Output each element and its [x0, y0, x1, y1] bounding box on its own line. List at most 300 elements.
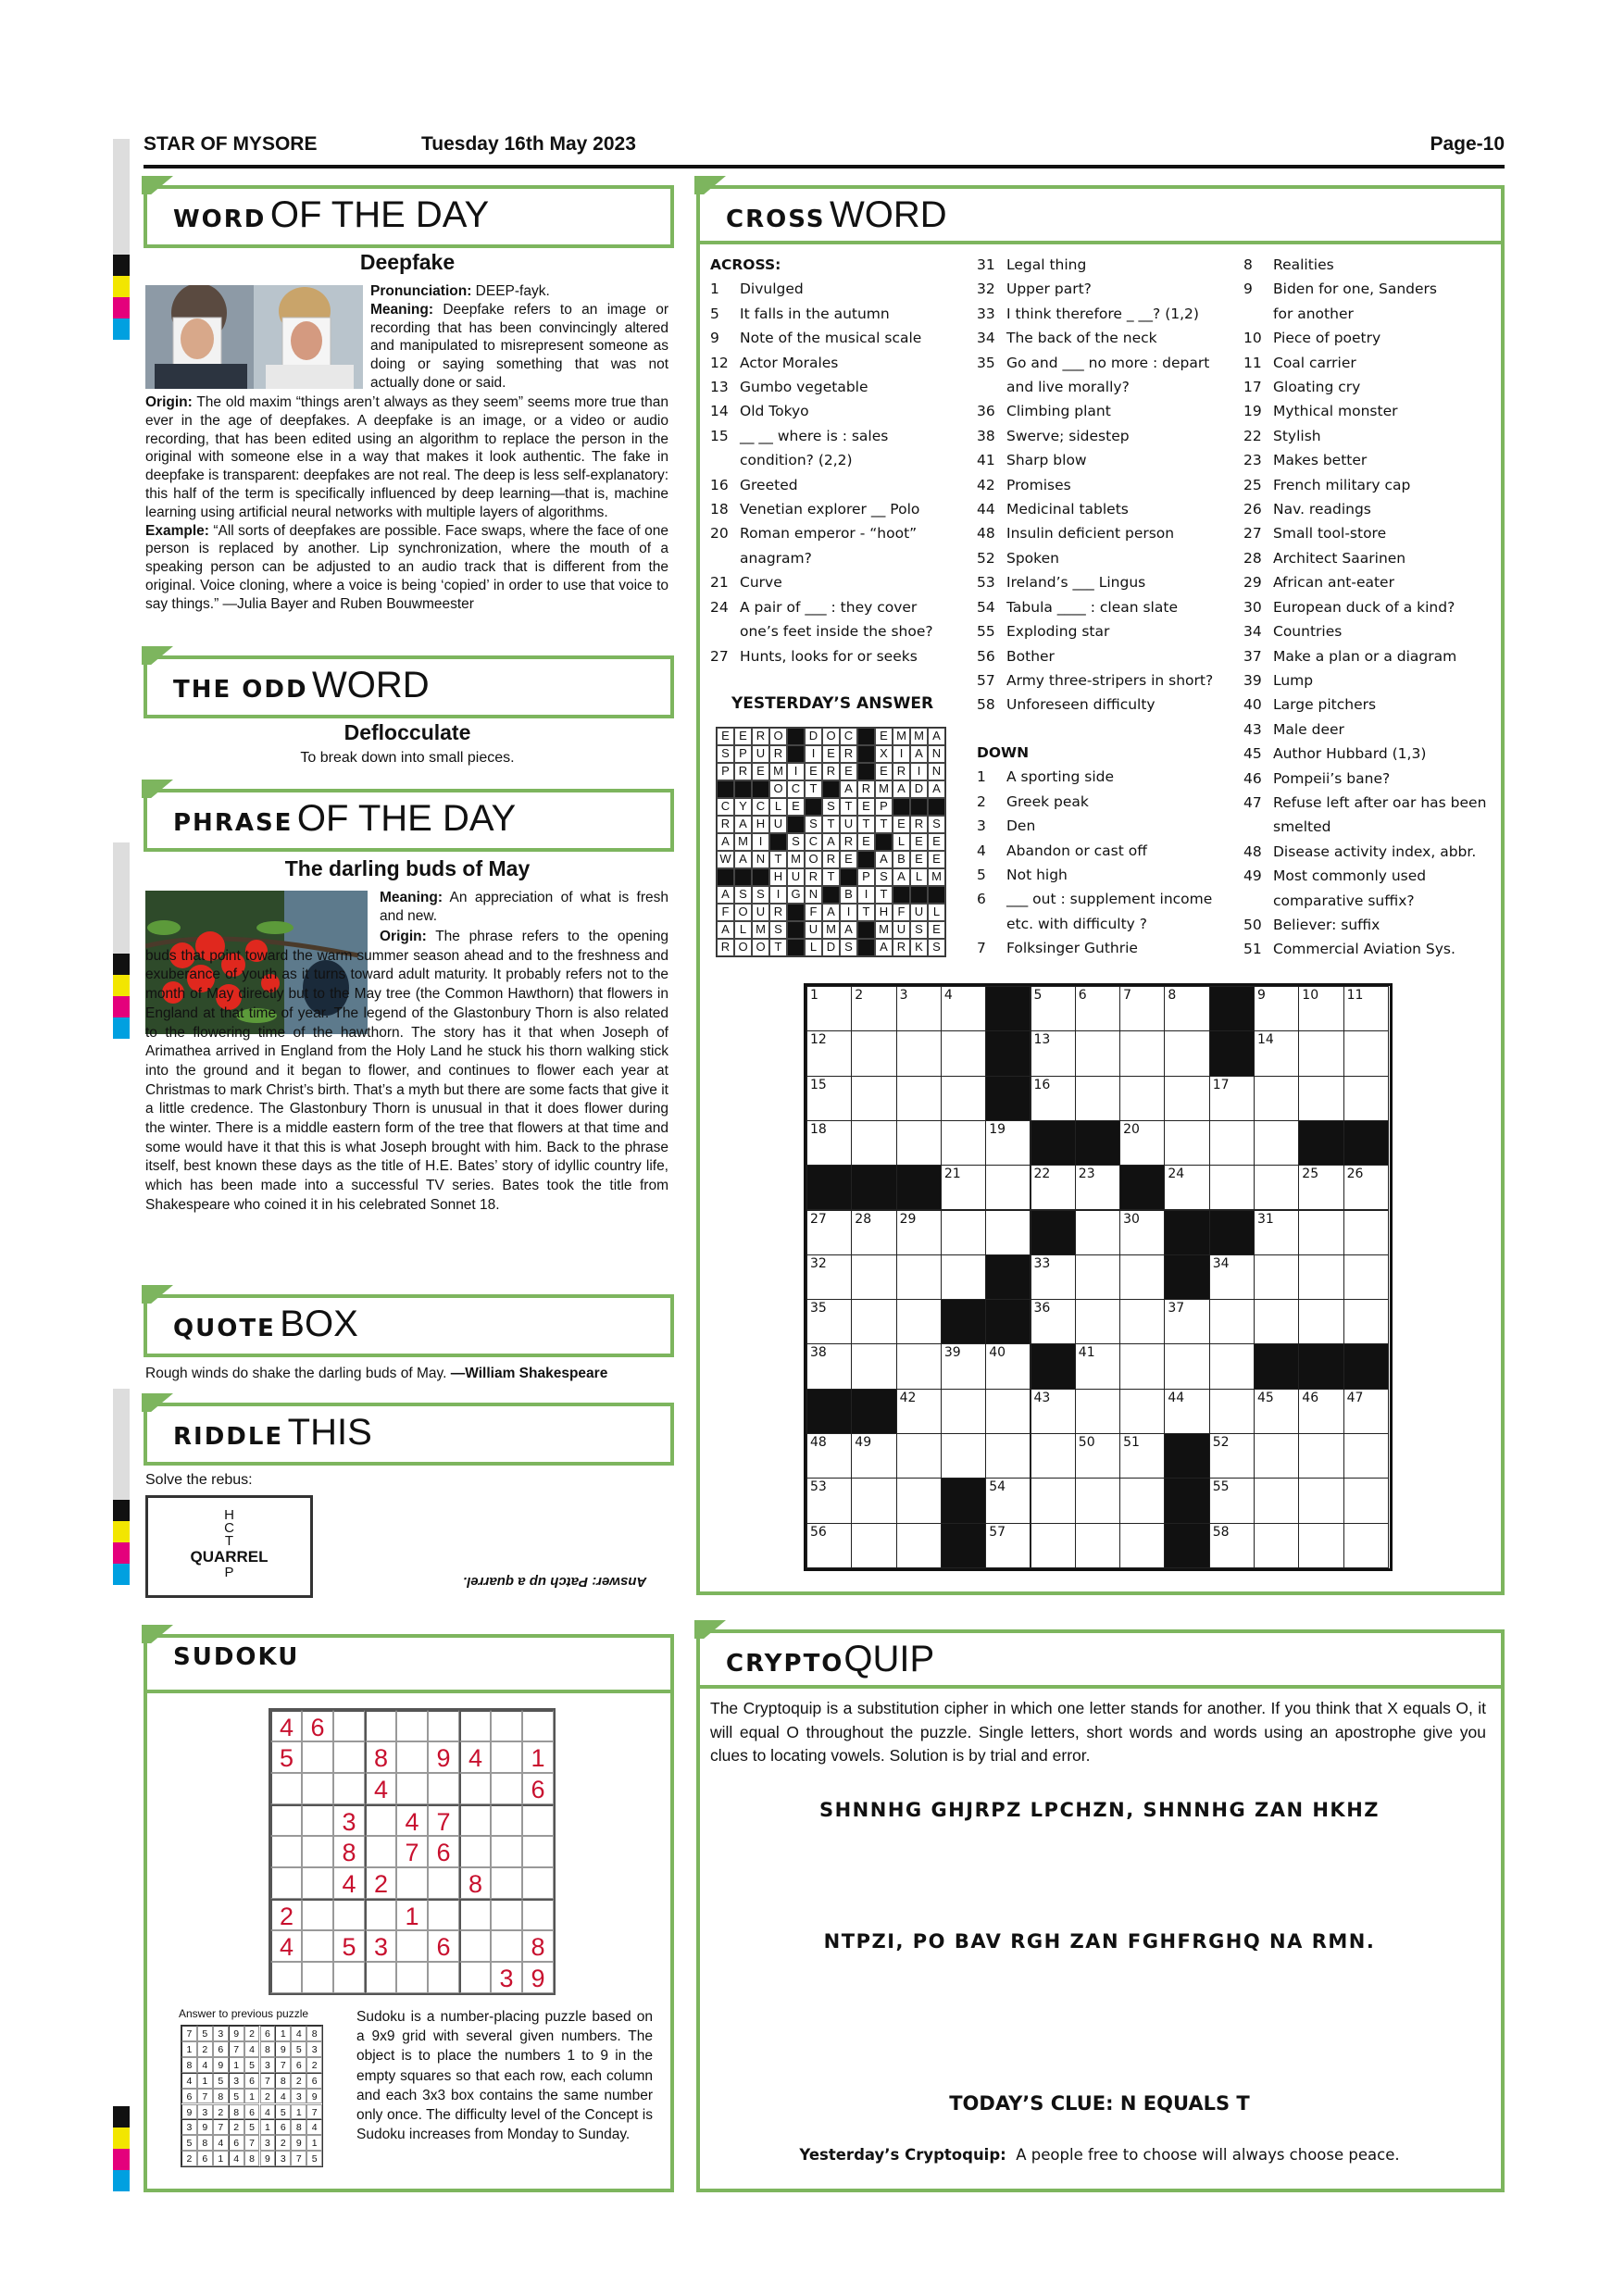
sudoku-cell[interactable]: 3: [333, 1804, 365, 1836]
sudoku-cell[interactable]: [270, 1804, 302, 1836]
sudoku-cell[interactable]: [459, 1962, 491, 1993]
answer-cell: T: [875, 816, 893, 833]
sudoku-cell[interactable]: [522, 1836, 554, 1867]
sudoku-cell[interactable]: [270, 1773, 302, 1804]
crossword-cell[interactable]: 22: [1031, 1165, 1076, 1210]
sudoku-cell[interactable]: 2: [270, 1899, 302, 1930]
crossword-black-cell: [985, 1076, 1031, 1121]
crossword-cell[interactable]: [1343, 1433, 1389, 1479]
clue-text: Medicinal tablets: [1006, 501, 1129, 518]
clue-item: [710, 619, 969, 643]
answer-cell: T: [822, 816, 840, 833]
crossword-cell[interactable]: 41: [1075, 1343, 1120, 1389]
sudoku-cell[interactable]: [333, 1741, 365, 1773]
crossword-cell[interactable]: [851, 1523, 896, 1568]
crossword-cell[interactable]: [1343, 1210, 1389, 1255]
crossword-cell[interactable]: [1254, 1165, 1299, 1210]
clue-number: 58: [977, 696, 995, 714]
answer-cell: T: [805, 780, 822, 798]
crossword-cell[interactable]: 45: [1254, 1389, 1299, 1434]
crossword-cell[interactable]: [851, 1343, 896, 1389]
sudoku-cell[interactable]: [522, 1710, 554, 1741]
crossword-cell[interactable]: 19: [985, 1120, 1031, 1166]
crossword-cell[interactable]: 57: [985, 1523, 1031, 1568]
sudoku-cell[interactable]: [491, 1930, 522, 1962]
crossword-cell[interactable]: 26: [1343, 1165, 1389, 1210]
sudoku-cell[interactable]: [459, 1804, 491, 1836]
sudoku-cell[interactable]: [302, 1836, 333, 1867]
crossword-cell[interactable]: 46: [1298, 1389, 1343, 1434]
sudoku-cell[interactable]: 8: [522, 1930, 554, 1962]
crossword-cell[interactable]: [1209, 1165, 1255, 1210]
crossword-cell[interactable]: 55: [1209, 1478, 1255, 1523]
crossword-cell[interactable]: 56: [806, 1523, 852, 1568]
answer-cell: E: [787, 798, 805, 816]
clue-number: 50: [1243, 916, 1262, 933]
crossword-cell[interactable]: [1031, 1478, 1076, 1523]
sudoku-cell[interactable]: [365, 1710, 396, 1741]
crossword-cell[interactable]: 3: [896, 986, 942, 1031]
crossword-cell[interactable]: [1343, 1523, 1389, 1568]
sudoku-cell[interactable]: [428, 1710, 459, 1741]
crossword-cell[interactable]: [896, 1343, 942, 1389]
crossword-cell[interactable]: [1075, 1478, 1120, 1523]
sudoku-cell[interactable]: 4: [459, 1741, 491, 1773]
answer-cell: 9: [181, 2104, 197, 2120]
sudoku-cell[interactable]: [428, 1962, 459, 1993]
crossword-cell[interactable]: 15: [806, 1076, 852, 1121]
clue-item: [710, 424, 969, 448]
sudoku-cell[interactable]: [270, 1867, 302, 1899]
answer-cell: 8: [244, 2151, 260, 2166]
crossword-cell[interactable]: [896, 1254, 942, 1300]
clue-text: Most commonly used: [1273, 867, 1427, 885]
sudoku-cell[interactable]: 7: [396, 1836, 428, 1867]
crossword-cell[interactable]: 20: [1119, 1120, 1165, 1166]
crossword-cell[interactable]: [1343, 1299, 1389, 1344]
across-label: ACROSS:: [710, 256, 781, 273]
crossword-cell[interactable]: [1119, 1523, 1165, 1568]
sudoku-cell[interactable]: [491, 1710, 522, 1741]
crossword-cell[interactable]: 6: [1075, 986, 1120, 1031]
crossword-cell[interactable]: 50: [1075, 1433, 1120, 1479]
answer-cell: A: [717, 833, 734, 851]
crossword-cell[interactable]: 25: [1298, 1165, 1343, 1210]
clue-text: __ __ where is : sales: [740, 427, 889, 444]
sudoku-cell[interactable]: 8: [333, 1836, 365, 1867]
sudoku-cell[interactable]: 9: [428, 1741, 459, 1773]
crossword-cell[interactable]: [896, 1523, 942, 1568]
crossword-cell[interactable]: 58: [1209, 1523, 1255, 1568]
crossword-cell[interactable]: [1254, 1120, 1299, 1166]
crossword-black-cell: [1031, 1210, 1076, 1255]
sudoku-cell[interactable]: [302, 1804, 333, 1836]
crossword-cell[interactable]: [1164, 1120, 1209, 1166]
crossword-cell[interactable]: [1119, 1254, 1165, 1300]
sudoku-cell[interactable]: [270, 1836, 302, 1867]
sudoku-cell[interactable]: [459, 1899, 491, 1930]
crossword-cell[interactable]: [1298, 1478, 1343, 1523]
answer-cell: M: [822, 921, 840, 939]
crossword-black-cell: [1209, 1030, 1255, 1076]
crossword-cell[interactable]: [1119, 1299, 1165, 1344]
clue-item: [710, 375, 969, 399]
sudoku-cell[interactable]: [302, 1741, 333, 1773]
clue-number: [710, 546, 740, 570]
clue-text: Climbing plant: [1006, 403, 1111, 420]
sudoku-cell[interactable]: [522, 1867, 554, 1899]
crossword-cell[interactable]: [1075, 1523, 1120, 1568]
crossword-cell[interactable]: [851, 1076, 896, 1121]
page-number: Page-10: [1430, 133, 1505, 155]
sudoku-cell[interactable]: 1: [522, 1741, 554, 1773]
crossword-cell[interactable]: [985, 1433, 1031, 1479]
crossword-cell[interactable]: 38: [806, 1343, 852, 1389]
crossword-cell[interactable]: 53: [806, 1478, 852, 1523]
sudoku-cell[interactable]: 6: [428, 1930, 459, 1962]
sudoku-cell[interactable]: 4: [333, 1867, 365, 1899]
clue-number: 30: [1243, 598, 1262, 616]
sudoku-cell[interactable]: [365, 1804, 396, 1836]
word-heading: Deepfake: [359, 250, 456, 274]
answer-cell: 2: [197, 2041, 213, 2057]
crossword-cell[interactable]: [1254, 1254, 1299, 1300]
sudoku-cell[interactable]: [365, 1899, 396, 1930]
clue-text: Large pitchers: [1273, 696, 1377, 714]
crossword-cell[interactable]: 35: [806, 1299, 852, 1344]
clue-number: 44: [977, 501, 995, 518]
clue-item: [977, 424, 1231, 448]
across-clues-col1: [710, 253, 969, 668]
clue-number: 25: [1243, 476, 1262, 493]
clue-text: Swerve; sidestep: [1006, 427, 1130, 444]
clue-item: [1243, 497, 1498, 521]
crossword-cell[interactable]: 7: [1119, 986, 1165, 1031]
answer-cell: R: [769, 745, 787, 763]
clue-number: 21: [710, 574, 729, 592]
answer-cell: E: [928, 921, 945, 939]
crossword-cell[interactable]: 4: [941, 986, 986, 1031]
sudoku-cell[interactable]: [459, 1930, 491, 1962]
crossword-cell[interactable]: [1119, 1389, 1165, 1434]
crossword-cell[interactable]: 44: [1164, 1389, 1209, 1434]
sudoku-cell[interactable]: [302, 1773, 333, 1804]
sudoku-cell[interactable]: [491, 1804, 522, 1836]
sudoku-cell[interactable]: [270, 1962, 302, 1993]
crossword-cell[interactable]: 49: [851, 1433, 896, 1479]
crossword-cell[interactable]: [851, 1299, 896, 1344]
crossword-cell[interactable]: 2: [851, 986, 896, 1031]
sudoku-cell[interactable]: [396, 1741, 428, 1773]
sudoku-cell[interactable]: 8: [459, 1867, 491, 1899]
sudoku-cell[interactable]: [459, 1710, 491, 1741]
crossword-cell[interactable]: [1209, 1299, 1255, 1344]
crossword-cell[interactable]: [896, 1478, 942, 1523]
answer-cell: F: [893, 904, 910, 921]
crossword-black-cell: [1298, 1343, 1343, 1389]
crossword-cell[interactable]: 16: [1031, 1076, 1076, 1121]
crossword-cell[interactable]: 28: [851, 1210, 896, 1255]
clue-item: [1243, 473, 1498, 497]
sudoku-answer-grid: [181, 2025, 323, 2167]
sudoku-cell[interactable]: [333, 1962, 365, 1993]
crossword-cell[interactable]: 52: [1209, 1433, 1255, 1479]
answer-cell: R: [910, 816, 928, 833]
sudoku-cell[interactable]: [302, 1867, 333, 1899]
answer-cell: 2: [213, 2104, 229, 2120]
crossword-cell[interactable]: 33: [1031, 1254, 1076, 1300]
sudoku-cell[interactable]: [333, 1773, 365, 1804]
crossword-cell[interactable]: [941, 1076, 986, 1121]
clue-number: 1: [710, 281, 719, 298]
clue-item: [1243, 448, 1498, 472]
crossword-cell[interactable]: 5: [1031, 986, 1076, 1031]
crossword-cell[interactable]: [1298, 1523, 1343, 1568]
crossword-cell[interactable]: 14: [1254, 1030, 1299, 1076]
crossword-cell[interactable]: [1298, 1030, 1343, 1076]
answer-cell: [805, 798, 822, 816]
crossword-cell[interactable]: [1343, 1478, 1389, 1523]
crossword-cell[interactable]: [1119, 1076, 1165, 1121]
crossword-cell[interactable]: 1: [806, 986, 852, 1031]
crossword-cell[interactable]: [896, 1433, 942, 1479]
clue-item: [1243, 375, 1498, 399]
crossword-cell[interactable]: [941, 1210, 986, 1255]
sudoku-cell[interactable]: 4: [270, 1930, 302, 1962]
sudoku-cell[interactable]: [491, 1741, 522, 1773]
crossword-black-cell: [1343, 1120, 1389, 1166]
crossword-cell[interactable]: [1031, 1523, 1076, 1568]
sudoku-cell[interactable]: [365, 1962, 396, 1993]
crossword-cell[interactable]: 39: [941, 1343, 986, 1389]
crossword-cell[interactable]: [985, 1165, 1031, 1210]
crossword-cell[interactable]: [1209, 1120, 1255, 1166]
sudoku-cell[interactable]: [491, 1867, 522, 1899]
crossword-cell[interactable]: 11: [1343, 986, 1389, 1031]
sudoku-cell[interactable]: [333, 1899, 365, 1930]
crossword-cell[interactable]: [1209, 1389, 1255, 1434]
answer-cell: 6: [291, 2057, 306, 2073]
crossword-cell[interactable]: [896, 1120, 942, 1166]
sudoku-cell[interactable]: 6: [522, 1773, 554, 1804]
crossword-cell[interactable]: [1298, 1076, 1343, 1121]
sudoku-cell[interactable]: [491, 1773, 522, 1804]
crossword-cell[interactable]: [985, 1210, 1031, 1255]
answer-cell: 2: [291, 2073, 306, 2089]
sudoku-cell[interactable]: 6: [428, 1836, 459, 1867]
crossword-cell[interactable]: 24: [1164, 1165, 1209, 1210]
answer-cell: A: [822, 833, 840, 851]
crossword-cell[interactable]: [1298, 1433, 1343, 1479]
crossword-cell[interactable]: 27: [806, 1210, 852, 1255]
sudoku-cell[interactable]: 3: [365, 1930, 396, 1962]
crossword-cell[interactable]: 34: [1209, 1254, 1255, 1300]
sudoku-cell[interactable]: [459, 1773, 491, 1804]
clue-number: 52: [977, 549, 995, 567]
crossword-cell[interactable]: [1075, 1030, 1120, 1076]
sudoku-cell[interactable]: [522, 1899, 554, 1930]
crossword-cell[interactable]: [1164, 1343, 1209, 1389]
crossword-cell[interactable]: [941, 1254, 986, 1300]
sudoku-cell[interactable]: [428, 1899, 459, 1930]
crossword-cell[interactable]: [941, 1389, 986, 1434]
sudoku-cell[interactable]: [365, 1836, 396, 1867]
answer-cell: E: [893, 816, 910, 833]
crossword-cell[interactable]: [1298, 1210, 1343, 1255]
crossword-cell[interactable]: [851, 1254, 896, 1300]
sudoku-cell[interactable]: 5: [270, 1741, 302, 1773]
sudoku-cell[interactable]: [491, 1899, 522, 1930]
sudoku-cell[interactable]: [428, 1867, 459, 1899]
crossword-cell[interactable]: [1254, 1433, 1299, 1479]
crossword-cell[interactable]: [896, 1030, 942, 1076]
crossword-cell[interactable]: 17: [1209, 1076, 1255, 1121]
answer-cell: 1: [197, 2073, 213, 2089]
crossword-black-cell: [1164, 1478, 1209, 1523]
sudoku-cell[interactable]: [396, 1930, 428, 1962]
sudoku-cell[interactable]: [333, 1710, 365, 1741]
answer-cell: L: [769, 798, 787, 816]
clue-item: [977, 936, 1231, 960]
crossword-black-cell: [1164, 1254, 1209, 1300]
clue-item: [1243, 595, 1498, 619]
sudoku-cell[interactable]: [396, 1867, 428, 1899]
crossword-cell[interactable]: 43: [1031, 1389, 1076, 1434]
answer-cell: I: [857, 886, 875, 904]
crossword-cell[interactable]: [1075, 1076, 1120, 1121]
answer-cell: 8: [197, 2135, 213, 2151]
clue-number: 16: [710, 476, 729, 493]
answer-cell: E: [734, 728, 752, 745]
crossword-cell[interactable]: 29: [896, 1210, 942, 1255]
crossword-cell[interactable]: 37: [1164, 1299, 1209, 1344]
crossword-cell[interactable]: [1298, 1299, 1343, 1344]
sudoku-cell[interactable]: 3: [491, 1962, 522, 1993]
crossword-cell[interactable]: [1119, 1343, 1165, 1389]
crossword-cell[interactable]: 10: [1298, 986, 1343, 1031]
crossword-cell[interactable]: [1075, 1299, 1120, 1344]
crossword-cell[interactable]: 36: [1031, 1299, 1076, 1344]
sudoku-cell[interactable]: 1: [396, 1899, 428, 1930]
crossword-cell[interactable]: 51: [1119, 1433, 1165, 1479]
answer-cell: S: [769, 921, 787, 939]
sudoku-cell[interactable]: [302, 1899, 333, 1930]
crossword-cell[interactable]: 18: [806, 1120, 852, 1166]
clue-text: Lump: [1273, 671, 1314, 689]
crossword-cell[interactable]: [851, 1478, 896, 1523]
sudoku-cell[interactable]: 6: [302, 1710, 333, 1741]
sudoku-cell[interactable]: [302, 1962, 333, 1993]
crossword-cell[interactable]: [941, 1120, 986, 1166]
crossword-cell[interactable]: 12: [806, 1030, 852, 1076]
sudoku-cell[interactable]: [396, 1773, 428, 1804]
crossword-cell[interactable]: 48: [806, 1433, 852, 1479]
sudoku-cell[interactable]: [302, 1930, 333, 1962]
answer-cell: S: [928, 816, 945, 833]
crossword-cell[interactable]: [896, 1076, 942, 1121]
crossword-cell[interactable]: [896, 1299, 942, 1344]
crossword-cell[interactable]: [1031, 1433, 1076, 1479]
crossword-cell[interactable]: [851, 1120, 896, 1166]
crossword-cell[interactable]: 31: [1254, 1210, 1299, 1255]
crossword-cell[interactable]: 30: [1119, 1210, 1165, 1255]
answer-cell: O: [734, 939, 752, 956]
crossword-cell[interactable]: [1075, 1254, 1120, 1300]
crossword-cell[interactable]: [941, 1433, 986, 1479]
sudoku-cell[interactable]: 9: [522, 1962, 554, 1993]
sudoku-cell[interactable]: 7: [428, 1804, 459, 1836]
sudoku-cell[interactable]: 5: [333, 1930, 365, 1962]
crossword-cell[interactable]: [1343, 1076, 1389, 1121]
crossword-cell[interactable]: [1343, 1254, 1389, 1300]
clue-text: Greek peak: [1006, 792, 1089, 810]
crossword-cell[interactable]: [1075, 1389, 1120, 1434]
crossword-cell[interactable]: [1254, 1478, 1299, 1523]
crossword-cell[interactable]: [1119, 1030, 1165, 1076]
crossword-cell[interactable]: 13: [1031, 1030, 1076, 1076]
sudoku-cell[interactable]: [396, 1710, 428, 1741]
clue-text: Upper part?: [1006, 281, 1092, 298]
crossword-cell[interactable]: [1298, 1254, 1343, 1300]
answer-cell: A: [734, 816, 752, 833]
answer-cell: H: [875, 904, 893, 921]
crossword-cell[interactable]: [1119, 1478, 1165, 1523]
answer-cell: N: [928, 763, 945, 780]
clue-item: [1243, 742, 1498, 766]
sudoku-cell[interactable]: [522, 1804, 554, 1836]
crossword-cell[interactable]: [1075, 1210, 1120, 1255]
sudoku-cell[interactable]: 2: [365, 1867, 396, 1899]
crossword-cell[interactable]: 40: [985, 1343, 1031, 1389]
sudoku-cell[interactable]: [459, 1836, 491, 1867]
crossword-cell[interactable]: [941, 1030, 986, 1076]
sudoku-cell[interactable]: [396, 1962, 428, 1993]
sudoku-cell[interactable]: 4: [270, 1710, 302, 1741]
crossword-cell[interactable]: [851, 1030, 896, 1076]
crossword-cell[interactable]: 47: [1343, 1389, 1389, 1434]
answer-cell: 7: [244, 2135, 260, 2151]
answer-cell: O: [734, 904, 752, 921]
crossword-cell[interactable]: [1209, 1343, 1255, 1389]
clue-text: Makes better: [1273, 452, 1368, 469]
clue-text: Stylish: [1273, 427, 1321, 444]
sudoku-cell[interactable]: 4: [396, 1804, 428, 1836]
sudoku-cell[interactable]: [491, 1836, 522, 1867]
sudoku-cell[interactable]: 4: [365, 1773, 396, 1804]
crossword-cell[interactable]: [1254, 1076, 1299, 1121]
sudoku-cell[interactable]: [428, 1773, 459, 1804]
clue-number: 48: [977, 525, 995, 543]
crossword-cell[interactable]: 8: [1164, 986, 1209, 1031]
crossword-cell[interactable]: [1254, 1299, 1299, 1344]
crossword-cell[interactable]: 32: [806, 1254, 852, 1300]
crossword-cell[interactable]: [985, 1389, 1031, 1434]
crossword-cell[interactable]: 42: [896, 1389, 942, 1434]
answer-cell: 4: [291, 2026, 306, 2041]
answer-cell: D: [910, 780, 928, 798]
crossword-cell[interactable]: 21: [941, 1165, 986, 1210]
crossword-cell[interactable]: [1164, 1076, 1209, 1121]
sudoku-cell[interactable]: 8: [365, 1741, 396, 1773]
crossword-cell[interactable]: 23: [1075, 1165, 1120, 1210]
crossword-cell[interactable]: 9: [1254, 986, 1299, 1031]
crossword-cell[interactable]: [1254, 1523, 1299, 1568]
odd-word-title-box: THE ODD WORD: [144, 655, 674, 718]
crossword-black-cell: [1031, 1343, 1076, 1389]
crossword-cell[interactable]: [1343, 1030, 1389, 1076]
crossword-cell[interactable]: [1164, 1030, 1209, 1076]
crossword-cell[interactable]: 54: [985, 1478, 1031, 1523]
